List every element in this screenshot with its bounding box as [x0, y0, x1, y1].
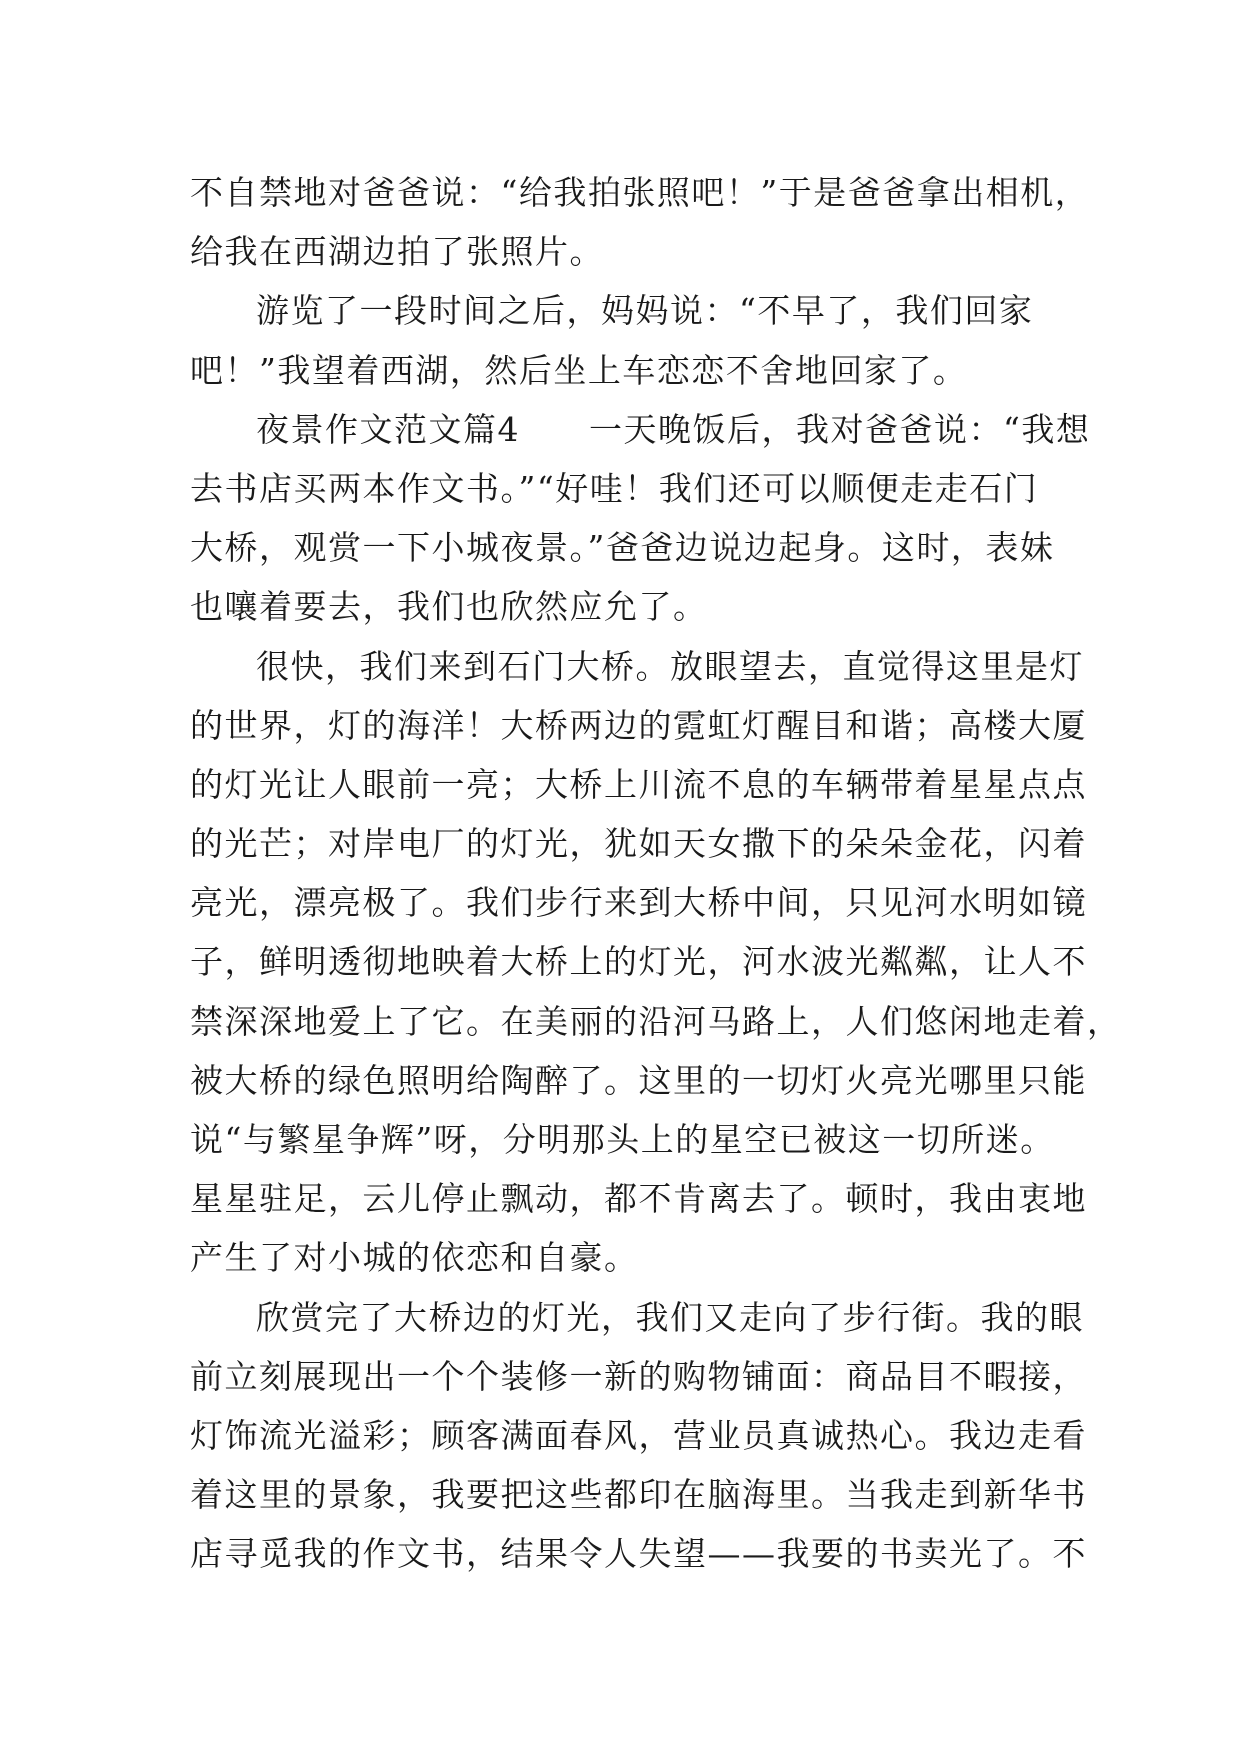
text-line: 吧！”我望着西湖，然后坐上车恋恋不舍地回家了。: [190, 350, 968, 390]
paragraph-start-line: 很快，我们来到石门大桥。放眼望去，直觉得这里是灯: [256, 646, 1084, 686]
text-line: 的灯光让人眼前一亮；大桥上川流不息的车辆带着星星点点: [190, 764, 1087, 804]
body-text: [190, 163, 1122, 1584]
text-line: 子，鲜明透彻地映着大桥上的灯光，河水波光粼粼，让人不: [190, 942, 1087, 982]
paragraph-start-line: 游览了一段时间之后，妈妈说：“不早了，我们回家: [256, 291, 1034, 331]
text-line: 被大桥的绿色照明给陶醉了。这里的一切灯火亮光哪里只能: [190, 1060, 1087, 1100]
text-line: 产生了对小城的依恋和自豪。: [190, 1238, 639, 1278]
text-line: 亮光，漂亮极了。我们步行来到大桥中间，只见河水明如镜: [190, 883, 1087, 923]
text-line: 也嚷着要去，我们也欣然应允了。: [190, 587, 708, 627]
text-line: 着这里的景象，我要把这些都印在脑海里。当我走到新华书: [190, 1475, 1087, 1515]
text-line: 店寻觅我的作文书，结果令人失望——我要的书卖光了。不: [190, 1534, 1087, 1574]
text-line: 前立刻展现出一个个装修一新的购物铺面：商品目不暇接，: [190, 1356, 1087, 1396]
text-line: 去书店买两本作文书。”“好哇！我们还可以顺便走走石门: [190, 468, 1039, 508]
text-line: 给我在西湖边拍了张照片。: [190, 232, 604, 272]
text-line: 的光芒；对岸电厂的灯光，犹如天女撒下的朵朵金花，闪着: [190, 824, 1087, 864]
text-line: 星星驻足，云儿停止飘动，都不肯离去了。顿时，我由衷地: [190, 1179, 1087, 1219]
text-line: 灯饰流光溢彩；顾客满面春风，营业员真诚热心。我边走看: [190, 1415, 1087, 1455]
section-heading-line: 夜景作文范文篇4 一天晚饭后，我对爸爸说：“我想: [256, 409, 1091, 449]
paragraph-start-line: 欣赏完了大桥边的灯光，我们又走向了步行街。我的眼: [256, 1297, 1084, 1337]
text-line: 不自禁地对爸爸说：“给我拍张照吧！”于是爸爸拿出相机，: [190, 173, 1090, 212]
text-line: 禁深深地爱上了它。在美丽的沿河马路上，人们悠闲地走着，: [190, 1001, 1122, 1041]
text-line: 说“与繁星争辉”呀，分明那头上的星空已被这一切所迷。: [190, 1120, 1055, 1159]
text-line: 的世界，灯的海洋！大桥两边的霓虹灯醒目和谐；高楼大厦: [190, 705, 1087, 745]
text-line: 大桥，观赏一下小城夜景。”爸爸边说边起身。这时，表妹: [190, 528, 1055, 568]
